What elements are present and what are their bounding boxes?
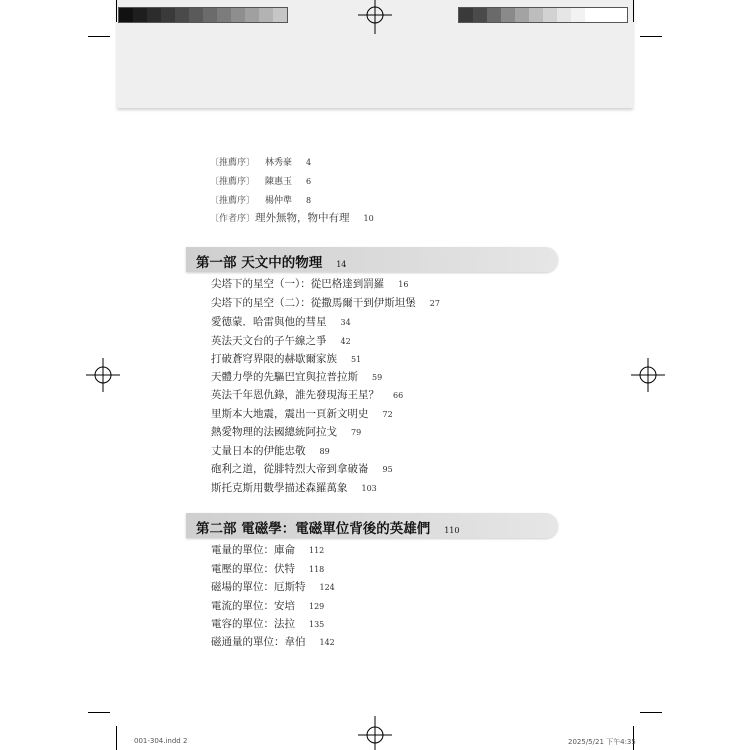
chapter-entry[interactable] xyxy=(211,387,403,402)
chapter-entry[interactable] xyxy=(211,461,393,476)
color-swatch xyxy=(245,8,259,22)
page-number: 27 xyxy=(429,299,440,308)
color-swatch xyxy=(203,8,217,22)
page-number: 72 xyxy=(382,410,393,419)
footer-file-name: 001-304.indd 2 xyxy=(134,737,188,745)
crop-mark xyxy=(640,712,662,713)
color-swatch xyxy=(599,8,613,22)
crop-mark xyxy=(633,0,634,22)
preface-entry[interactable] xyxy=(210,155,311,168)
color-swatch xyxy=(529,8,543,22)
page-number: 118 xyxy=(309,565,325,574)
page-number: 16 xyxy=(398,280,409,289)
preface-entry[interactable] xyxy=(210,193,311,206)
chapter-title: 熱愛物理的法國總統阿拉戈 xyxy=(211,426,337,438)
preface-tag: 〔推薦序〕 xyxy=(210,177,256,187)
color-swatch xyxy=(515,8,529,22)
chapter-title: 天體力學的先驅巴宜與拉普拉斯 xyxy=(211,371,358,383)
page-number: 135 xyxy=(309,620,325,629)
part-title: 第一部 天文中的物理 xyxy=(196,255,323,271)
chapter-title: 打破蒼穹界限的赫歇爾家族 xyxy=(211,353,337,365)
chapter-entry[interactable] xyxy=(211,424,361,439)
chapter-title: 砲利之道，從腓特烈大帝到拿破崙 xyxy=(211,463,369,475)
crop-mark xyxy=(116,726,117,750)
page-number: 129 xyxy=(309,602,325,611)
crop-mark xyxy=(640,36,662,37)
chapter-entry[interactable] xyxy=(211,579,335,594)
page-number: 124 xyxy=(319,583,335,592)
chapter-entry[interactable] xyxy=(211,276,408,291)
chapter-entry[interactable] xyxy=(211,616,324,631)
color-swatch xyxy=(473,8,487,22)
color-swatch xyxy=(273,8,287,22)
part-heading[interactable] xyxy=(196,251,346,271)
page-number: 6 xyxy=(306,177,312,186)
chapter-entry[interactable] xyxy=(211,634,335,649)
page-number: 66 xyxy=(393,391,404,400)
chapter-entry[interactable] xyxy=(211,542,324,557)
page-number: 110 xyxy=(444,526,460,535)
chapter-entry[interactable] xyxy=(211,369,382,384)
color-swatch xyxy=(259,8,273,22)
registration-mark-left xyxy=(86,358,120,392)
color-swatch xyxy=(133,8,147,22)
page-number: 79 xyxy=(351,428,362,437)
page-number: 51 xyxy=(351,355,362,364)
color-swatch xyxy=(231,8,245,22)
preface-tag: 〔推薦序〕 xyxy=(210,196,256,206)
color-swatch xyxy=(175,8,189,22)
page-number: 89 xyxy=(319,447,330,456)
chapter-entry[interactable] xyxy=(211,480,377,495)
crop-mark xyxy=(88,36,110,37)
page-number: 112 xyxy=(309,546,325,555)
color-swatch xyxy=(613,8,627,22)
grayscale-color-bar-left xyxy=(118,7,288,23)
chapter-title: 愛德蒙．哈雷與他的彗星 xyxy=(211,316,327,328)
chapter-title: 電流的單位：安培 xyxy=(211,600,295,612)
chapter-title: 尖塔下的星空（一）：從巴格達到罰羅 xyxy=(211,278,385,290)
chapter-entry[interactable] xyxy=(211,333,351,348)
color-swatch xyxy=(585,8,599,22)
preface-entry[interactable] xyxy=(210,174,311,187)
chapter-title: 磁場的單位：厄斯特 xyxy=(211,581,306,593)
registration-mark-top xyxy=(358,0,392,34)
chapter-title: 電壓的單位：伏特 xyxy=(211,563,295,575)
chapter-title: 里斯本大地震，震出一頁新文明史 xyxy=(211,408,369,420)
page-number: 95 xyxy=(382,465,393,474)
color-swatch xyxy=(543,8,557,22)
chapter-title: 電量的單位：庫侖 xyxy=(211,544,295,556)
chapter-title: 磁通量的單位：韋伯 xyxy=(211,636,306,648)
color-swatch xyxy=(119,8,133,22)
chapter-entry[interactable] xyxy=(211,598,324,613)
color-swatch xyxy=(459,8,473,22)
color-swatch xyxy=(557,8,571,22)
color-swatch xyxy=(501,8,515,22)
chapter-entry[interactable] xyxy=(211,561,324,576)
color-swatch xyxy=(217,8,231,22)
preface-tag: 〔作者序〕 xyxy=(210,214,256,224)
page-number: 34 xyxy=(340,318,351,327)
chapter-entry[interactable] xyxy=(211,295,440,310)
color-swatch xyxy=(571,8,585,22)
chapter-entry[interactable] xyxy=(211,406,393,421)
page-number: 103 xyxy=(361,484,377,493)
chapter-title: 尖塔下的星空（二）：從撒馬爾干到伊斯坦堡 xyxy=(211,297,416,309)
color-swatch xyxy=(147,8,161,22)
color-swatch xyxy=(189,8,203,22)
preface-title: 理外無物，物中有理 xyxy=(255,212,350,224)
footer-timestamp: 2025/5/21 下午4:35 xyxy=(568,738,636,746)
page-number: 14 xyxy=(336,260,347,269)
chapter-title: 斯托克斯用數學描述森羅萬象 xyxy=(211,482,348,494)
chapter-entry[interactable] xyxy=(211,443,330,458)
part-title: 第二部 電磁學：電磁單位背後的英雄們 xyxy=(196,521,431,537)
part-heading[interactable] xyxy=(196,517,459,537)
color-swatch xyxy=(487,8,501,22)
page-number: 8 xyxy=(306,196,312,205)
page-number: 10 xyxy=(363,214,374,223)
chapter-title: 電容的單位：法拉 xyxy=(211,618,295,630)
crop-mark xyxy=(116,0,117,22)
preface-tag: 〔推薦序〕 xyxy=(210,158,256,168)
chapter-title: 丈量日本的伊能忠敬 xyxy=(211,445,306,457)
registration-mark-right xyxy=(631,358,665,392)
preface-author: 楊仲準 xyxy=(265,196,293,206)
registration-mark-bottom xyxy=(358,716,392,750)
color-swatch xyxy=(161,8,175,22)
chapter-entry[interactable] xyxy=(211,351,361,366)
page-number: 42 xyxy=(340,337,351,346)
page-number: 59 xyxy=(372,373,383,382)
crop-mark xyxy=(88,712,110,713)
preface-author: 林秀豪 xyxy=(265,158,293,168)
grayscale-color-bar-right xyxy=(458,7,628,23)
preface-author: 陳惠玉 xyxy=(265,177,293,187)
preface-entry[interactable] xyxy=(210,210,374,225)
chapter-title: 英法千年恩仇錄，誰先發現海王星？ xyxy=(211,389,379,401)
page-number: 4 xyxy=(306,158,312,167)
chapter-entry[interactable] xyxy=(211,314,351,329)
page-number: 142 xyxy=(319,638,335,647)
chapter-title: 英法天文台的子午線之爭 xyxy=(211,335,327,347)
